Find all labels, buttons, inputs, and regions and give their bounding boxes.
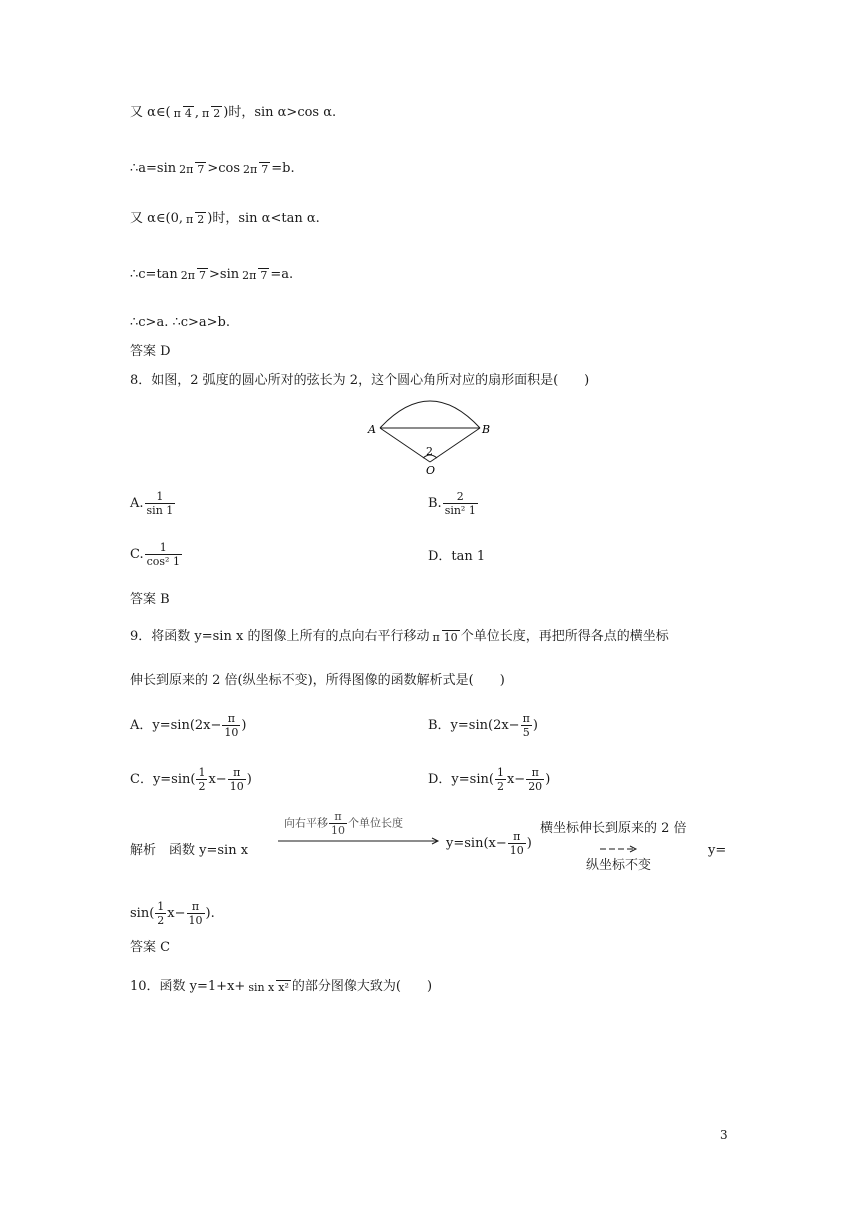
radius-a <box>380 428 430 462</box>
label-o: O <box>426 464 436 477</box>
question-10: 10．函数 y=1+x+ sin x x² 的部分图像大致为( ) <box>130 979 433 994</box>
line-alpha-range-1: 又 α∈( π 4 , π 2 )时，sin α>cos α. <box>130 105 337 121</box>
option-8c: C. $\frac{1}{\text{cos² 1}}$ <box>130 541 180 568</box>
fraction: π 2 <box>202 106 221 120</box>
fraction: $\frac{\pi}{10}$ <box>229 766 244 793</box>
arrow1 <box>278 836 444 846</box>
arrow2-top-label: 横坐标伸长到原来的 2 倍 <box>540 821 687 836</box>
fraction: $\frac{\pi}{10}$ <box>331 810 345 837</box>
answer-8: 答案 B <box>130 592 170 607</box>
fraction: $\frac{1}{2}$ <box>496 766 504 793</box>
arrow2-bottom-label: 纵坐标不变 <box>586 858 652 873</box>
fraction: 2π 7 <box>242 268 268 282</box>
fraction: $\frac{\pi}{5}$ <box>522 712 530 739</box>
question-8: 8．如图，2 弧度的圆心所对的弦长为 2，这个圆心角所对应的扇形面积是( ) <box>130 373 590 388</box>
arrow2 <box>600 844 640 854</box>
line-conclusion: ∴c>a. ∴c>a>b. <box>130 315 231 330</box>
fraction: 2π 7 <box>243 162 269 176</box>
answer-7: 答案 D <box>130 344 171 359</box>
fraction: sin x x² <box>248 980 289 994</box>
fraction: $\frac{\pi}{20}$ <box>528 766 543 793</box>
fraction: $\frac{1}{2}$ <box>157 900 165 927</box>
line-alpha-range-2: 又 α∈(0, π 2 )时，sin α<tan α. <box>130 211 320 226</box>
option-9b: B．y=sin(2x− $\frac{\pi}{5}$ ) <box>428 712 538 739</box>
option-9a: A．y=sin(2x− $\frac{\pi}{10}$ ) <box>130 712 247 739</box>
question-9-line2: 伸长到原来的 2 倍(纵坐标不变)，所得图像的函数解析式是( ) <box>130 673 505 688</box>
label-a: A <box>368 423 376 436</box>
fraction: $\frac{\pi}{10}$ <box>188 900 203 927</box>
answer-9: 答案 C <box>130 940 171 955</box>
arrow1-label: 向右平移 $\frac{\pi}{10}$ 个单位长度 <box>284 810 403 837</box>
option-9c: C．y=sin( $\frac{1}{2}$ x− $\frac{\pi}{10}$ ) <box>130 766 252 793</box>
question-9-line1: 9．将函数 y=sin x 的图像上所有的点向右平行移动 π 10 个单位长度，再把所得各点的横坐标 <box>130 629 669 644</box>
fraction: $\frac{1}{\sin 1}$ <box>146 490 174 517</box>
option-8a: A. $\frac{1}{\sin 1}$ <box>130 490 174 517</box>
solution-mid: y=sin(x− $\frac{\pi}{10}$ ) <box>446 830 532 857</box>
label-angle: 2 <box>426 445 433 458</box>
option-9d: D．y=sin( $\frac{1}{2}$ x− $\frac{\pi}{20}$ ) <box>428 766 551 793</box>
option-8b: B. $\frac{2}{\text{sin² 1}}$ <box>428 490 476 517</box>
fraction: 2π 7 <box>180 268 207 282</box>
fraction: π 4 <box>173 106 192 120</box>
line-a-eq: ∴a=sin 2π 7 >cos 2π 7 =b. <box>130 161 295 176</box>
arc <box>380 401 480 428</box>
label-b: B <box>482 423 491 436</box>
solution-y: y= <box>708 843 727 858</box>
fraction: $\frac{1}{\text{cos² 1}}$ <box>146 541 180 568</box>
option-8d: D．tan 1 <box>428 549 486 564</box>
page-number: 3 <box>720 1128 728 1142</box>
line-c-eq: ∴c=tan 2π 7 >sin 2π 7 =a. <box>130 267 294 282</box>
fraction: $\frac{\pi}{10}$ <box>509 830 524 857</box>
fraction: 2π 7 <box>179 162 205 176</box>
solution-label: 解析 函数 y=sin x <box>130 843 249 858</box>
fraction: π 2 <box>186 212 205 226</box>
sector-figure <box>360 394 500 478</box>
fraction: $\frac{1}{2}$ <box>198 766 206 793</box>
solution-end: sin( $\frac{1}{2}$ x− $\frac{\pi}{10}$ ). <box>130 900 215 927</box>
radius-b <box>430 428 480 462</box>
fraction: $\frac{2}{\text{sin² 1}}$ <box>444 490 476 517</box>
fraction: π 10 <box>432 630 458 644</box>
fraction: $\frac{\pi}{10}$ <box>224 712 239 739</box>
